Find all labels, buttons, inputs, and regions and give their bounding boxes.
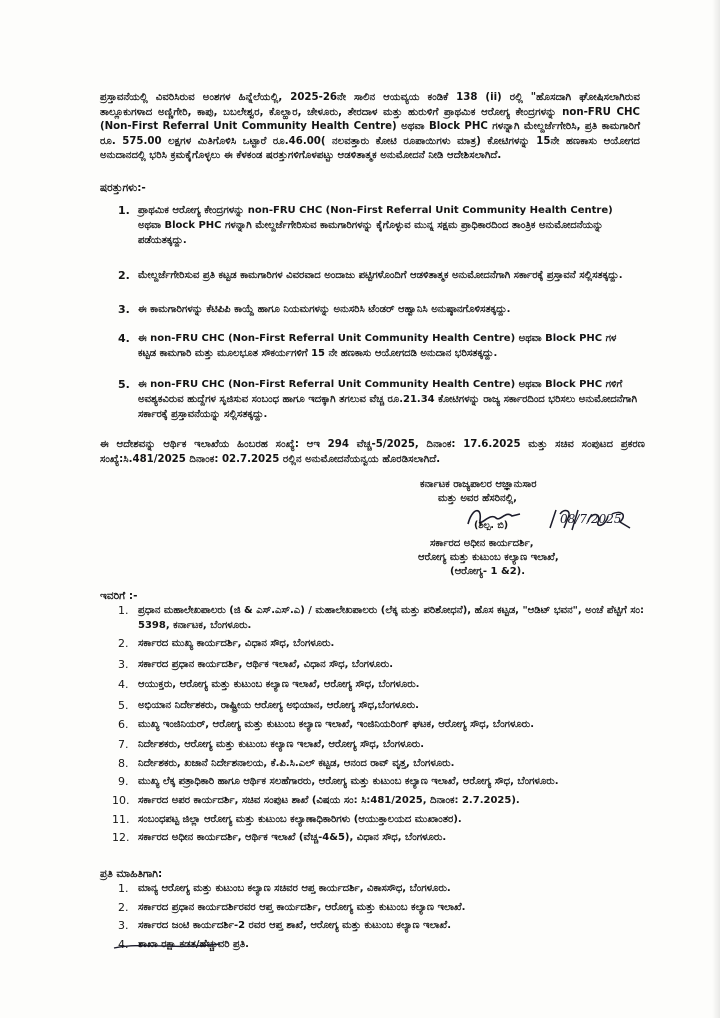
item-number: 8. xyxy=(118,756,129,770)
item-text: ಮುಖ್ಯ ಲೆಕ್ಕ ಪತ್ರಾಧಿಕಾರಿ ಹಾಗೂ ಆರ್ಥಿಕ ಸಲಹೆಗಾರರು, ಆರೋಗ್ಯ ಮತ್ತು ಕುಟುಂಬ ಕಲ್ಯಾಣ ಇಲಾಖೆ, ಆರೋಗ್ಯ ಸೌಧ, ಬೆಂಗಳೂರು. xyxy=(138,776,559,788)
item-text: ಸಂಬಂಧಪಟ್ಟ ಜಿಲ್ಲಾ ಆರೋಗ್ಯ ಮತ್ತು ಕುಟುಂಬ ಕಲ್ಯಾಣಾಧಿಕಾರಿಗಳು (ಆಯುಕ್ತಾಲಯದ ಮುಖಾಂತರ). xyxy=(138,813,462,825)
scan-shadow xyxy=(712,0,720,1018)
item-text: ಶಾಖಾ ರಕ್ಷಾ ಕಡತ/ಹೆಚ್ಚುವರಿ ಪ್ರತಿ. xyxy=(138,938,249,950)
condition-text: ಪ್ರಾಥಮಿಕ ಆರೋಗ್ಯ ಕೇಂದ್ರಗಳನ್ನು non-FRU CHC (Non-First Referral Unit Community Health Centre) ಅಥವಾ Block PHC ಗಳನ್ನಾಗಿ ಮೇಲ್ದರ್ಜೆಗೇರಿಸುವ ಕಾಮಗಾರಿಗಳನ್ನು ಕೈಗೊಳ್ಳುವ ಮುನ್ನ ಸಕ್ಷಮ ಪ್ರಾಧಿಕಾರದಿಂದ ತಾಂತ್ರಿಕ ಅನುಮೋದನೆಯನ್ನು ಪಡೆಯತಕ್ಕದ್ದು. xyxy=(138,205,613,246)
item-text: ಮುಖ್ಯ ಇಂಜಿನಿಯರ್, ಆರೋಗ್ಯ ಮತ್ತು ಕುಟುಂಬ ಕಲ್ಯಾಣ ಇಲಾಖೆ, ಇಂಜಿನಿಯರಿಂಗ್ ಘಟಕ, ಆರೋಗ್ಯ ಸೌಧ, ಬೆಂಗಳೂರು. xyxy=(138,718,535,730)
item-number: 3. xyxy=(118,657,129,671)
closing-paragraph: ಈ ಆದೇಶವನ್ನು ಆರ್ಥಿಕ ಇಲಾಖೆಯ ಹಿಂಬರಹ ಸಂಖ್ಯೆ: ಆಇ 294 ವೆಚ್ಚ-5/2025, ದಿನಾಂಕ: 17.6.2025 ಮತ್ತು ಸಚಿವ ಸಂಪುಟದ ಪ್ರಕರಣ ಸಂಖ್ಯೆ:ಸಿ.481/2025 ದಿನಾಂಕ: 02.7.2025 ರಲ್ಲಿನ ಅನುಮೋದನೆಯನ್ವಯ ಹೊರಡಿಸಲಾಗಿದೆ. xyxy=(100,439,645,465)
list-item xyxy=(108,699,653,714)
list-item xyxy=(108,919,653,934)
list-item xyxy=(108,813,653,828)
pen-stroke-mark xyxy=(112,938,222,952)
item-number: 3. xyxy=(118,919,129,933)
signed-date: 08/7/2025 xyxy=(560,512,622,526)
item-number: 4. xyxy=(118,937,129,951)
signatory-designation xyxy=(418,537,690,579)
condition-item xyxy=(118,203,638,248)
condition-number: 5. xyxy=(118,378,130,391)
condition-number: 1. xyxy=(118,204,130,217)
condition-text: ಈ non-FRU CHC (Non-First Referral Unit Community Health Centre) ಅಥವಾ Block PHC ಗಳ ಕಟ್ಟಡ ಕಾಮಗಾರಿ ಮತ್ತು ಮೂಲಭೂತ ಸೌಕರ್ಯಗಳಿಗೆ 15 ನೇ ಹಣಕಾಸು ಆಯೋಗದಡಿ ಅನುದಾನ ಭರಿಸತಕ್ಕದ್ದು. xyxy=(138,333,617,359)
item-text: ಪ್ರಧಾನ ಮಹಾಲೇಖಪಾಲರು (ಜಿ & ಎಸ್.ಎಸ್.ಎ) / ಮಹಾಲೇಖಪಾಲರು (ಲೆಕ್ಕ ಮತ್ತು ಪರಿಶೋಧನೆ), ಹೊಸ ಕಟ್ಟಡ, "ಆಡಿಟ್ ಭವನ", ಅಂಚೆ ಪೆಟ್ಟಿಗೆ ಸಂ: 5398, ಕರ್ನಾಟಕ, ಬೆಂಗಳೂರು. xyxy=(138,605,644,631)
item-text: ಸರ್ಕಾರದ ಮುಖ್ಯ ಕಾರ್ಯದರ್ಶಿ, ವಿಧಾನ ಸೌಧ, ಬೆಂಗಳೂರು. xyxy=(138,638,335,650)
list-item xyxy=(108,882,653,897)
list-item xyxy=(108,718,653,733)
item-text: ನಿರ್ದೇಶಕರು, ಖಜಾನೆ ನಿರ್ದೇಶನಾಲಯ, ಕೆ.ಪಿ.ಸಿ.ಎಲ್ ಕಟ್ಟಡ, ಆನಂದ ರಾವ್ ವೃತ್ತ, ಬೆಂಗಳೂರು. xyxy=(138,757,455,769)
condition-number: 3. xyxy=(118,303,130,316)
item-text: ಮಾನ್ಯ ಆರೋಗ್ಯ ಮತ್ತು ಕುಟುಂಬ ಕಲ್ಯಾಣ ಸಚಿವರ ಆಪ್ತ ಕಾರ್ಯದರ್ಶಿ, ವಿಕಾಸಸೌಧ, ಬೆಂಗಳೂರು. xyxy=(138,883,451,894)
list-item xyxy=(108,658,653,673)
item-number: 5. xyxy=(118,698,129,712)
item-number: 6. xyxy=(118,717,129,731)
condition-text: ಮೇಲ್ದರ್ಜೆಗೇರಿಸುವ ಪ್ರತಿ ಕಟ್ಟಡ ಕಾಮಗಾರಿಗಳ ವಿವರವಾದ ಅಂದಾಜು ಪಟ್ಟಿಗಳೊಂದಿಗೆ ಆಡಳಿತಾತ್ಮಕ ಅನುಮೋದನೆಗಾಗಿ ಸರ್ಕಾರಕ್ಕೆ ಪ್ರಸ್ತಾವನೆ ಸಲ್ಲಿಸತಕ್ಕದ್ದು. xyxy=(138,270,623,281)
list-item xyxy=(108,901,653,916)
item-number: 9. xyxy=(118,775,129,789)
item-number: 12. xyxy=(112,831,130,845)
list-item xyxy=(108,757,653,772)
signature-line: ಕರ್ನಾಟಕ ರಾಜ್ಯಪಾಲರ ಆಜ್ಞಾನುಸಾರ xyxy=(420,479,537,490)
copy-heading: ಪ್ರತಿ ಮಾಹಿತಿಗಾಗಿ: xyxy=(100,868,163,880)
condition-number: 2. xyxy=(118,269,130,282)
item-number: 10. xyxy=(112,793,130,807)
item-text: ಸರ್ಕಾರದ ಪ್ರಧಾನ ಕಾರ್ಯದರ್ಶಿ, ಆರ್ಥಿಕ ಇಲಾಖೆ, ವಿಧಾನ ಸೌಧ, ಬೆಂಗಳೂರು. xyxy=(138,658,394,670)
list-item xyxy=(108,604,653,633)
signature-line: ಮತ್ತು ಅವರ ಹೆಸರಿನಲ್ಲಿ, xyxy=(438,493,517,504)
item-number: 2. xyxy=(118,900,129,914)
condition-text: ಈ non-FRU CHC (Non-First Referral Unit Community Health Centre) ಅಥವಾ Block PHC ಗಳಿಗೆ ಅವಶ್ಯಕವಿರುವ ಹುದ್ದೆಗಳ ಸೃಜಿಸುವ ಸಂಬಂಧ ಹಾಗೂ ಇದಕ್ಕಾಗಿ ತಗಲುವ ವೆಚ್ಚ ರೂ.21.34 ಕೋಟಿಗಳನ್ನು ರಾಜ್ಯ ಸರ್ಕಾರದಿಂದ ಭರಿಸಲು ಅನುಮೋದನೆಗಾಗಿ ಸರ್ಕಾರಕ್ಕೆ ಪ್ರಸ್ತಾವನೆಯನ್ನು ಸಲ್ಲಿಸತಕ್ಕದ್ದು. xyxy=(138,379,638,420)
item-number: 7. xyxy=(118,738,129,752)
condition-item xyxy=(118,331,638,361)
list-item xyxy=(108,678,653,693)
list-item xyxy=(108,794,653,809)
signature-line: (ಆರೋಗ್ಯ- 1 &2). xyxy=(450,566,526,577)
recipients-heading: ಇವರಿಗೆ :- xyxy=(100,590,138,602)
item-text: ಸರ್ಕಾರದ ಪ್ರಧಾನ ಕಾರ್ಯದರ್ಶಿರವರ ಆಪ್ತ ಕಾರ್ಯದರ್ಶಿ, ಆರೋಗ್ಯ ಮತ್ತು ಕುಟುಂಬ ಕಲ್ಯಾಣ ಇಲಾಖೆ. xyxy=(138,901,466,913)
item-text: ಸರ್ಕಾರದ ಜಂಟಿ ಕಾರ್ಯದರ್ಶಿ-2 ರವರ ಆಪ್ತ ಶಾಖೆ, ಆರೋಗ್ಯ ಮತ್ತು ಕುಟುಂಬ ಕಲ್ಯಾಣ ಇಲಾಖೆ. xyxy=(138,920,452,932)
recipients-list xyxy=(108,604,653,846)
signature-line: ಸರ್ಕಾರದ ಅಧೀನ ಕಾರ್ಯದರ್ಶಿ, xyxy=(430,538,534,549)
item-number: 11. xyxy=(112,812,130,826)
list-item xyxy=(108,775,653,790)
condition-text: ಈ ಕಾಮಗಾರಿಗಳನ್ನು ಕೆಟಿಪಿಪಿ ಕಾಯ್ದೆ ಹಾಗೂ ನಿಯಮಗಳನ್ನು ಅನುಸರಿಸಿ ಟೆಂಡರ್ ಆಹ್ವಾನಿಸಿ ಅನುಷ್ಠಾನಗೊಳಿಸತಕ್ಕದ್ದು. xyxy=(138,304,511,315)
condition-item xyxy=(118,302,638,317)
signature-line: ಆರೋಗ್ಯ ಮತ್ತು ಕುಟುಂಬ ಕಲ್ಯಾಣ ಇಲಾಖೆ, xyxy=(418,552,559,563)
list-item xyxy=(108,738,653,753)
condition-item xyxy=(118,377,638,422)
condition-item xyxy=(118,268,638,283)
item-text: ಸರ್ಕಾರದ ಅಧೀನ ಕಾರ್ಯದರ್ಶಿ, ಆರ್ಥಿಕ ಇಲಾಖೆ (ವೆಚ್ಚ-4&5), ವಿಧಾನ ಸೌಧ, ಬೆಂಗಳೂರು. xyxy=(138,832,447,844)
item-number: 4. xyxy=(118,678,129,692)
intro-paragraph: ಪ್ರಸ್ತಾವನೆಯಲ್ಲಿ ವಿವರಿಸಿರುವ ಅಂಶಗಳ ಹಿನ್ನೆಲೆಯಲ್ಲಿ, 2025-26ನೇ ಸಾಲಿನ ಆಯವ್ಯಯ ಕಂಡಿಕೆ 138 (ii) ರಲ್ಲಿ "ಹೊಸದಾಗಿ ಘೋಷಿಸಲಾಗಿರುವ ತಾಲ್ಲೂಕುಗಳಾದ ಅಣ್ಣಿಗೇರಿ, ಕಾಪು, ಬಬಲೇಶ್ವರ, ಕೊಲ್ಹಾರ, ಚೇಳೂರು, ತೇರದಾಳ ಮತ್ತು ಹುರುಳಿಗೆ ಪ್ರಾಥಮಿಕ ಆರೋಗ್ಯ ಕೇಂದ್ರಗಳನ್ನು non-FRU CHC (Non-First Referral Unit Community Health Centre) ಅಥವಾ Block PHC ಗಳನ್ನಾಗಿ ಮೇಲ್ದರ್ಜೆಗೇರಿಸಿ, ಪ್ರತಿ ಕಾಮಗಾರಿಗೆ ರೂ. 575.00 ಲಕ್ಷಗಳ ಮಿತಿಗೊಳಿಸಿ ಒಟ್ಟಾರೆ ರೂ.46.00( ನಲವತ್ತಾರು ಕೋಟಿ ರೂಪಾಯಿಗಳು ಮಾತ್ರ) ಕೋಟಿಗಳನ್ನು 15ನೇ ಹಣಕಾಸು ಆಯೋಗದ ಅನುದಾನದಲ್ಲಿ ಭರಿಸಿ ಕ್ರಮಕೈಗೊಳ್ಳಲು ಈ ಕೆಳಕಂಡ ಷರತ್ತುಗಳಿಗೊಳಪಟ್ಟು ಆಡಳಿತಾತ್ಮಕ ಅನುಮೋದನೆ ನೀಡಿ ಆದೇಶಿಸಲಾಗಿದೆ. xyxy=(100,92,640,162)
item-text: ಅಭಿಯಾನ ನಿರ್ದೇಶಕರು, ರಾಷ್ಟ್ರೀಯ ಆರೋಗ್ಯ ಅಭಿಯಾನ, ಆರೋಗ್ಯ ಸೌಧ,ಬೆಂಗಳೂರು. xyxy=(138,699,419,711)
item-text: ನಿರ್ದೇಶಕರು, ಆರೋಗ್ಯ ಮತ್ತು ಕುಟುಂಬ ಕಲ್ಯಾಣ ಇಲಾಖೆ, ಆರೋಗ್ಯ ಸೌಧ, ಬೆಂಗಳೂರು. xyxy=(138,739,425,751)
item-number: 2. xyxy=(118,637,129,651)
condition-number: 4. xyxy=(118,332,130,345)
signed-name: (ಶಿಲ್ಪ. ಬಿ) xyxy=(474,520,509,531)
conditions-heading: ಷರತ್ತುಗಳು:- xyxy=(100,182,146,194)
list-item xyxy=(108,831,653,846)
list-item xyxy=(108,637,653,652)
item-number: 1. xyxy=(118,882,129,895)
item-text: ಸರ್ಕಾರದ ಅಪರ ಕಾರ್ಯದರ್ಶಿ, ಸಚಿವ ಸಂಪುಟ ಶಾಖೆ (ವಿಷಯ ಸಂ: ಸಿ:481/2025, ದಿನಾಂಕ: 2.7.2025). xyxy=(138,794,520,806)
item-number: 1. xyxy=(118,604,129,617)
item-text: ಆಯುಕ್ತರು, ಆರೋಗ್ಯ ಮತ್ತು ಕುಟುಂಬ ಕಲ್ಯಾಣ ಇಲಾಖೆ, ಆರೋಗ್ಯ ಸೌಧ, ಬೆಂಗಳೂರು. xyxy=(138,679,420,691)
